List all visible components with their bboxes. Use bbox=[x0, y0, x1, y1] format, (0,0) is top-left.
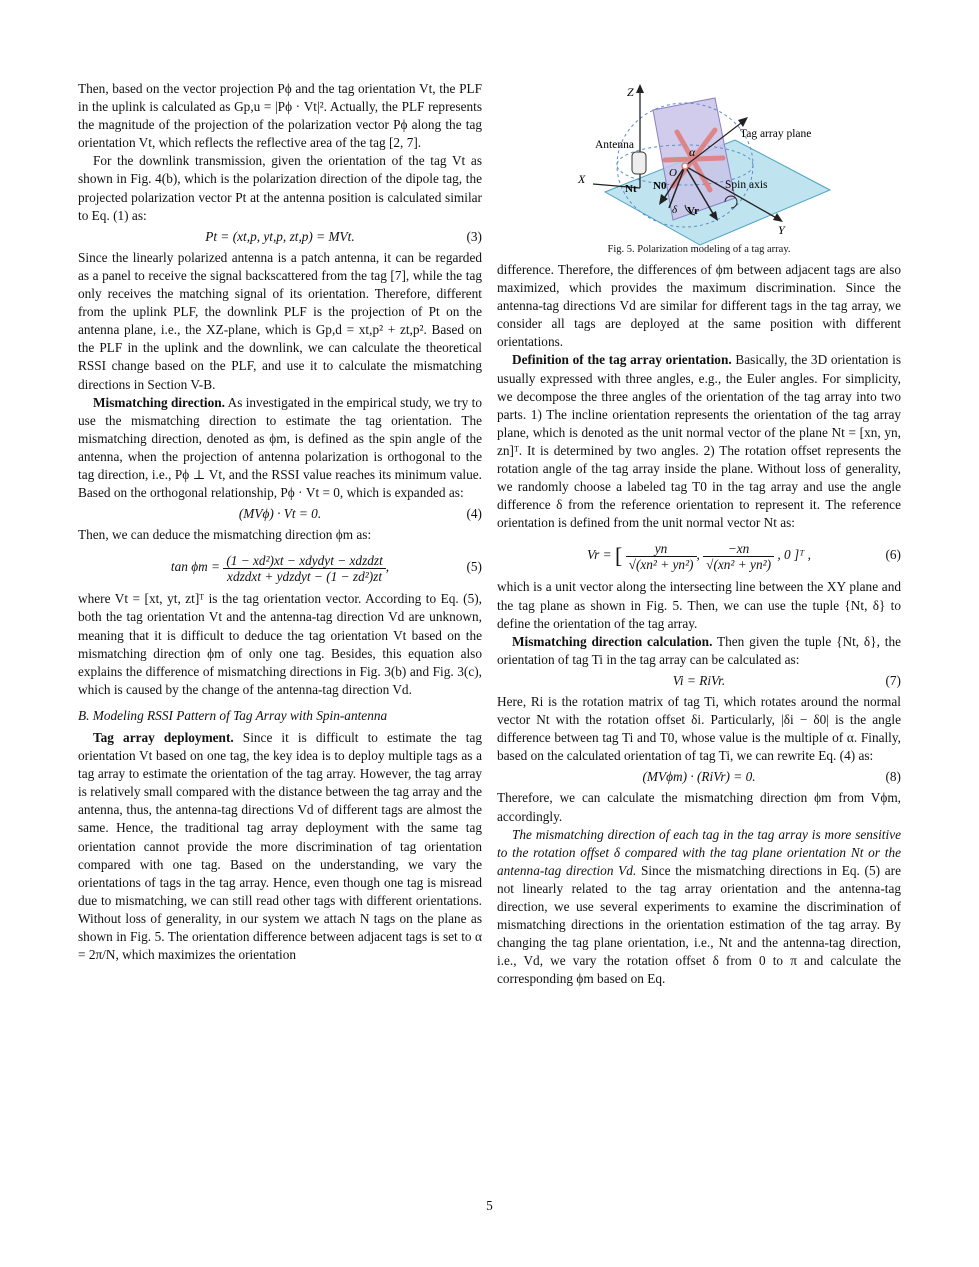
equation-5: tan ϕm = $\frac{\text{(1 − xd²)xt − xdydyt − xdzdzt}}{\text{xdzdxt + ydzdyt − (1 − zd²)zt}}$ , (5) bbox=[78, 547, 482, 587]
heading-definition: Definition of the tag array orientation. bbox=[512, 352, 732, 368]
equation-4-body: (MVϕ) · Vt = 0. bbox=[238, 506, 322, 522]
equation-6-number: (6) bbox=[885, 547, 901, 563]
equation-4-number: (4) bbox=[466, 506, 482, 522]
paragraph-plf-uplink: Then, based on the vector projection Pϕ and the tag orientation Vt, the PLF in the uplink is calculated as Gp,u = |Pϕ · Vt|². Actually, the PLF represents the magnitude of the projection of the polarization vector Pϕ along the tag orientation Vt, which reflects the reflective area of the tag [2, 7]. bbox=[78, 81, 482, 151]
left-column bbox=[78, 80, 482, 964]
label-z: Z bbox=[627, 85, 634, 99]
equation-8 bbox=[497, 768, 901, 786]
paragraph-rotation-matrix: Here, Ri is the rotation matrix of tag Ti, which rotates around the normal vector Nt with the rotation offset δi. Particularly, |δi − δ0| is the angle difference between tag Ti and T0, whose value is the multiple of α. Finally, based on the calculated orientation of tag Ti, we can rewrite Eq. (4) as: bbox=[497, 693, 901, 764]
equation-3-body: Pt = (xt,p, yt,p, zt,p) = MVt. bbox=[205, 228, 355, 244]
paragraph-unit-vector: which is a unit vector along the intersecting line between the XY plane and the tag plane as shown in Fig. 5. Then, we can use the tuple {Nt, δ} to define the orientation of the tag array. bbox=[497, 579, 901, 631]
paragraph-mismatching-calculation: Mismatching direction calculation. Then given the tuple {Nt, δ}, the orientation of tag Ti in the tag array can be calculated as: bbox=[497, 633, 901, 667]
label-antenna: Antenna bbox=[595, 139, 634, 151]
label-tag-plane: Tag array plane bbox=[740, 128, 812, 140]
paragraph-patch-antenna: Since the linearly polarized antenna is a patch antenna, it can be regarded as a panel to receive the signal backscattered from the tag [7], while the tag only receives the matching signal of its orientation. Therefore, different from the uplink PLF, the downlink PLF is the projection of Pt on the antenna plane, i.e., the XZ-plane, which is Gp,d = xt,p² + zt,p². Based on the PLF in the uplink and the downlink, we can calculate the theoretical RSSI change based on the PLF, and use it to calculate the mismatching directions in Section V-B. bbox=[78, 249, 482, 392]
antenna-shape bbox=[632, 152, 646, 174]
equation-7-number: (7) bbox=[885, 672, 901, 688]
paragraph-definition: Definition of the tag array orientation. Basically, the 3D orientation is usually expressed with three angles, e.g., the Euler angles. For simplicity, we decompose the three angles of the orientation of the tag array into two parts. 1) The incline orientation represents the orientation of the tag array plane, which is denoted as the unit normal vector of the plane Nt = [xn, yn, zn]ᵀ. It is determined by two angles. 2) The rotation offset represents the rotation angle of the tag array inside the plane. Without loss of generality, we randomly choose a labeled tag T0 in the tag array and use the angle difference δ from the reference orientation to represent it. The reference orientation is defined from the unit normal vector Nt as: bbox=[497, 352, 902, 531]
equation-6-tail: , 0 ]ᵀ , bbox=[777, 547, 811, 563]
label-vr: Vr bbox=[687, 205, 700, 217]
paragraph-mismatching-direction: Mismatching direction. As investigated in the empirical study, we try to use the mismatching direction to estimate the tag orientation. The mismatching direction, denoted as ϕm, is defined as the spin angle of the antenna, when the projection of antenna polarization is orthogonal to the tag direction, i.e., Pϕ ⊥ Vt, and the RSSI value reaches its minimum value. Based on the orthogonal relationship, Pϕ · Vt = 0, which is expanded as: bbox=[78, 394, 482, 501]
equation-4 bbox=[78, 505, 482, 523]
equation-8-body: (MVϕm) · (RiVr) = 0. bbox=[642, 769, 756, 785]
equation-6-fraction-a: $\frac{yn}{\text{√(xn² + yn²)}}$ bbox=[626, 541, 697, 572]
equation-6-fraction-b: $\frac{-xn}{\text{√(xn² + yn²)}}$ bbox=[703, 541, 774, 572]
equation-5-fraction bbox=[223, 553, 385, 584]
paragraph-sensitivity: The mismatching direction of each tag in the tag array is more sensitive to the rotation offset δ compared with the tag plane orientation Nt or the antenna-tag direction Vd. Since the mismatching directions in Eq. (5) are not linearly related to the tag array orientation and the antenna-tag direction, we use several experiments to examine the discrimination of mismatching directions in the orientation estimation of the tag array. By changing the tag plane orientation, i.e., Nt and the antenna-tag direction, i.e., Vd, we vary the rotation offset δ from 0 to π and calculate the corresponding ϕm based on Eq. bbox=[497, 826, 901, 987]
equation-3-number: (3) bbox=[466, 228, 482, 244]
equation-5-number: (5) bbox=[466, 559, 482, 575]
heading-mismatching-calculation: Mismatching direction calculation. bbox=[512, 633, 713, 649]
label-n0: N0 bbox=[653, 180, 667, 192]
label-y: Y bbox=[778, 223, 785, 237]
origin-point bbox=[682, 163, 688, 169]
equation-5-lhs: tan ϕm = bbox=[170, 559, 220, 575]
label-nt: Nt bbox=[625, 183, 637, 195]
equation-7-body: Vi = RiVr. bbox=[672, 672, 726, 688]
paragraph-tag-array-deployment: Tag array deployment. Since it is difficult to estimate the tag orientation Vt based on one tag, the key idea is to deploy multiple tags as a tag array to estimate the orientation of the tag array. However, the tag array is relatively small compared with the distance between the tag array and the antenna, thus, the antenna-tag directions Vd of different tags are almost the same. Hence, the traditional tag array deployment with the same tag orientation cannot provide the more discrimination of tag orientation compared with one tag. Based on the understanding, we vary the orientations of tags in the tag array. Hence, even though one tag is misread due to mismatching, we can still read other tags with different orientations. Without loss of generality, in our system we attach N tags on the plane as shown in Fig. 5. The orientation difference between adjacent tags is set to α = 2π/N, which maximizes the orientation bbox=[78, 730, 482, 963]
section-heading-b: B. Modeling RSSI Pattern of Tag Array with Spin-antenna bbox=[78, 707, 388, 723]
paragraph-orientation-difference: difference. Therefore, the differences of ϕm between adjacent tags are also maximized, which provides the maximum discrimination. Since the antenna-tag directions Vd are similar for different tags in the tag array, we consider all tags are deployed at the same position with different orientations. bbox=[497, 262, 901, 350]
label-spin-axis: Spin axis bbox=[725, 179, 768, 191]
figure-5-diagram bbox=[578, 80, 835, 240]
figure-5-caption: Fig. 5. Polarization modeling of a tag array. bbox=[607, 244, 791, 255]
paragraph-tag-orientation-vector: where Vt = [xt, yt, zt]ᵀ is the tag orientation vector. According to Eq. (5), both the tag orientation Vt and the antenna-tag direction Vd are unknown, meaning that it is difficult to deduce the tag orientation Vt based on the mismatching direction ϕm of only one tag. Besides, this equation also explains the difference of mismatching directions in Fig. 3(b) and Fig. 3(c), which is caused by the change of the antenna-tag direction Vd. bbox=[78, 591, 482, 697]
label-alpha: α bbox=[689, 145, 696, 159]
page-number: 5 bbox=[486, 1198, 493, 1213]
heading-mismatching-direction: Mismatching direction. bbox=[93, 394, 225, 410]
equation-6: Vr = [ $\frac{yn}{\text{√(xn² + yn²)}}$ , $\frac{-xn}{\text{√(xn² + yn²)}}$ , 0 ]ᵀ , (6) bbox=[497, 535, 901, 575]
paragraph-deduce: Then, we can deduce the mismatching direction ϕm as: bbox=[78, 527, 372, 543]
paragraph-downlink: For the downlink transmission, given the orientation of the tag Vt as shown in Fig. 4(b), which is the polarization direction of the dipole tag, the projected polarization vector Pt at the antenna position is calculated similar to Eq. (1) as: bbox=[78, 153, 482, 223]
emphasis-sensitivity: The mismatching direction of each tag in the tag array is more sensitive to the rotation offset δ compared with the tag plane orientation Nt or the antenna-tag direction Vd. bbox=[497, 826, 901, 878]
equation-5-numerator: (1 − xd²)xt − xdydyt − xdzdzt bbox=[223, 553, 385, 569]
equation-6-lhs: Vr = bbox=[587, 547, 612, 563]
paragraph-therefore: Therefore, we can calculate the mismatching direction ϕm from Vϕm, accordingly. bbox=[497, 790, 901, 824]
equation-8-number: (8) bbox=[885, 769, 901, 785]
label-o: O bbox=[669, 167, 677, 179]
right-column-flow bbox=[497, 261, 901, 988]
label-x: X bbox=[578, 172, 586, 186]
figure-5 bbox=[578, 80, 835, 240]
label-delta: δ bbox=[672, 204, 678, 216]
equation-7 bbox=[497, 672, 901, 690]
equation-3 bbox=[78, 228, 482, 246]
equation-5-denominator: xdzdxt + ydzdyt − (1 − zd²)zt bbox=[227, 568, 383, 584]
heading-tag-array-deployment: Tag array deployment. bbox=[93, 730, 234, 745]
